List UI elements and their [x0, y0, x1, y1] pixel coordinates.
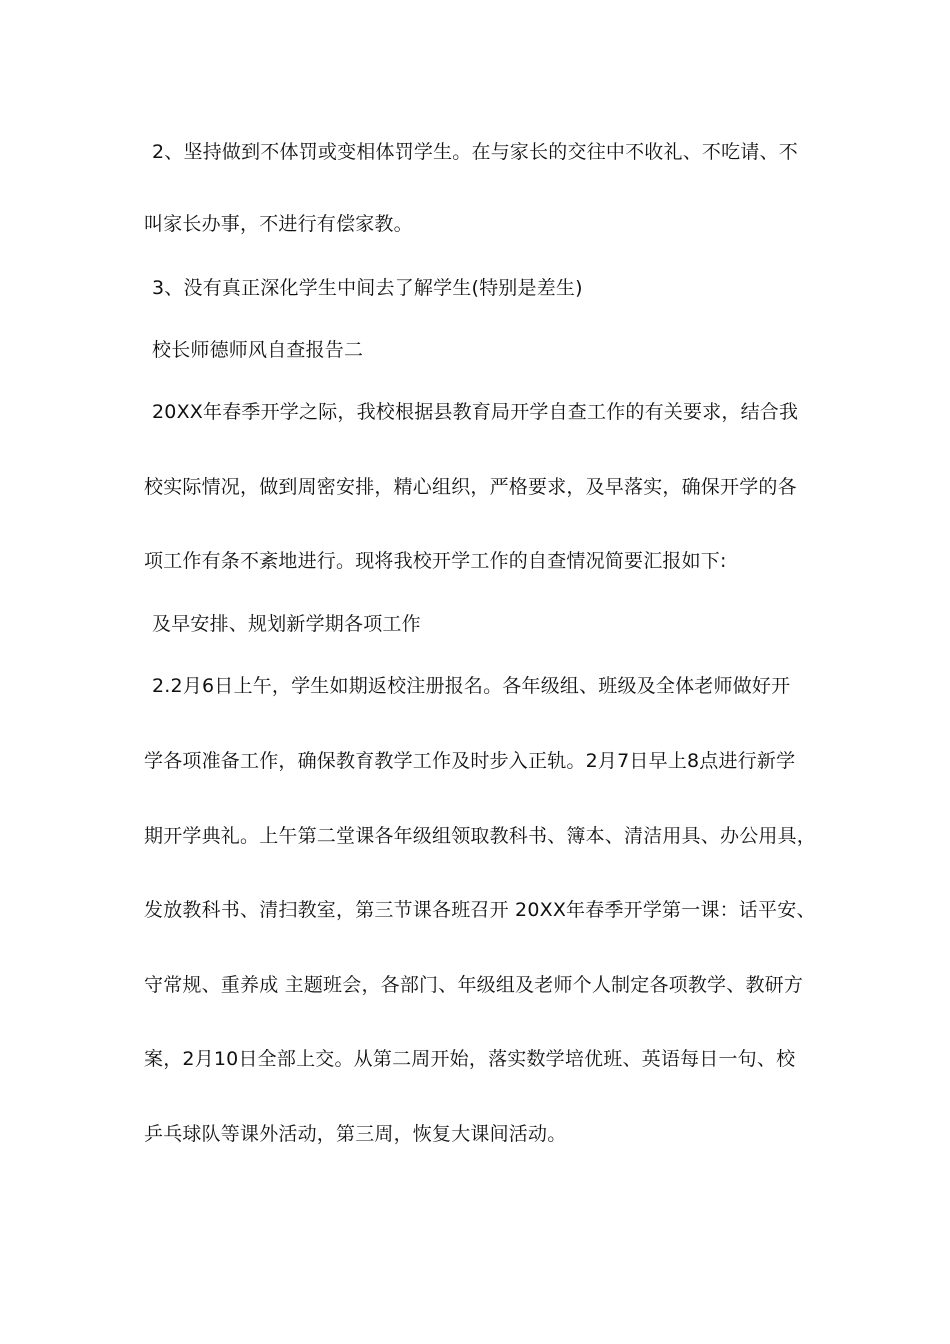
- paragraph-line: 学各项准备工作，确保教育教学工作及时步入正轨。2月7日早上8点进行新学: [144, 750, 796, 772]
- section-heading: 及早安排、规划新学期各项工作: [152, 613, 421, 635]
- section-heading: 校长师德师风自查报告二: [152, 339, 364, 361]
- paragraph-line: 项工作有条不紊地进行。现将我校开学工作的自查情况简要汇报如下:: [144, 550, 727, 572]
- paragraph-line: 乒乓球队等课外活动，第三周，恢复大课间活动。: [144, 1123, 567, 1145]
- paragraph-line: 守常规、重养成 主题班会，各部门、年级组及老师个人制定各项教学、教研方: [144, 974, 804, 996]
- paragraph-line: 发放教科书、清扫教室，第三节课各班召开 20XX年春季开学第一课：话平安、: [144, 899, 816, 921]
- paragraph-line: 校实际情况，做到周密安排，精心组织，严格要求，及早落实，确保开学的各: [144, 476, 797, 498]
- paragraph-line: 期开学典礼。上午第二堂课各年级组领取教科书、簿本、清洁用具、办公用具，: [144, 825, 817, 847]
- paragraph-line: 叫家长办事，不进行有偿家教。: [144, 213, 413, 235]
- paragraph-line: 3、没有真正深化学生中间去了解学生(特别是差生): [152, 277, 583, 299]
- paragraph-line: 2.2月6日上午，学生如期返校注册报名。各年级组、班级及全体老师做好开: [152, 675, 791, 697]
- paragraph-line: 20XX年春季开学之际，我校根据县教育局开学自查工作的有关要求，结合我: [152, 401, 799, 423]
- paragraph-line: 案，2月10日全部上交。从第二周开始，落实数学培优班、英语每日一句、校: [144, 1048, 796, 1070]
- paragraph-line: 2、坚持做到不体罚或变相体罚学生。在与家长的交往中不收礼、不吃请、不: [152, 141, 798, 163]
